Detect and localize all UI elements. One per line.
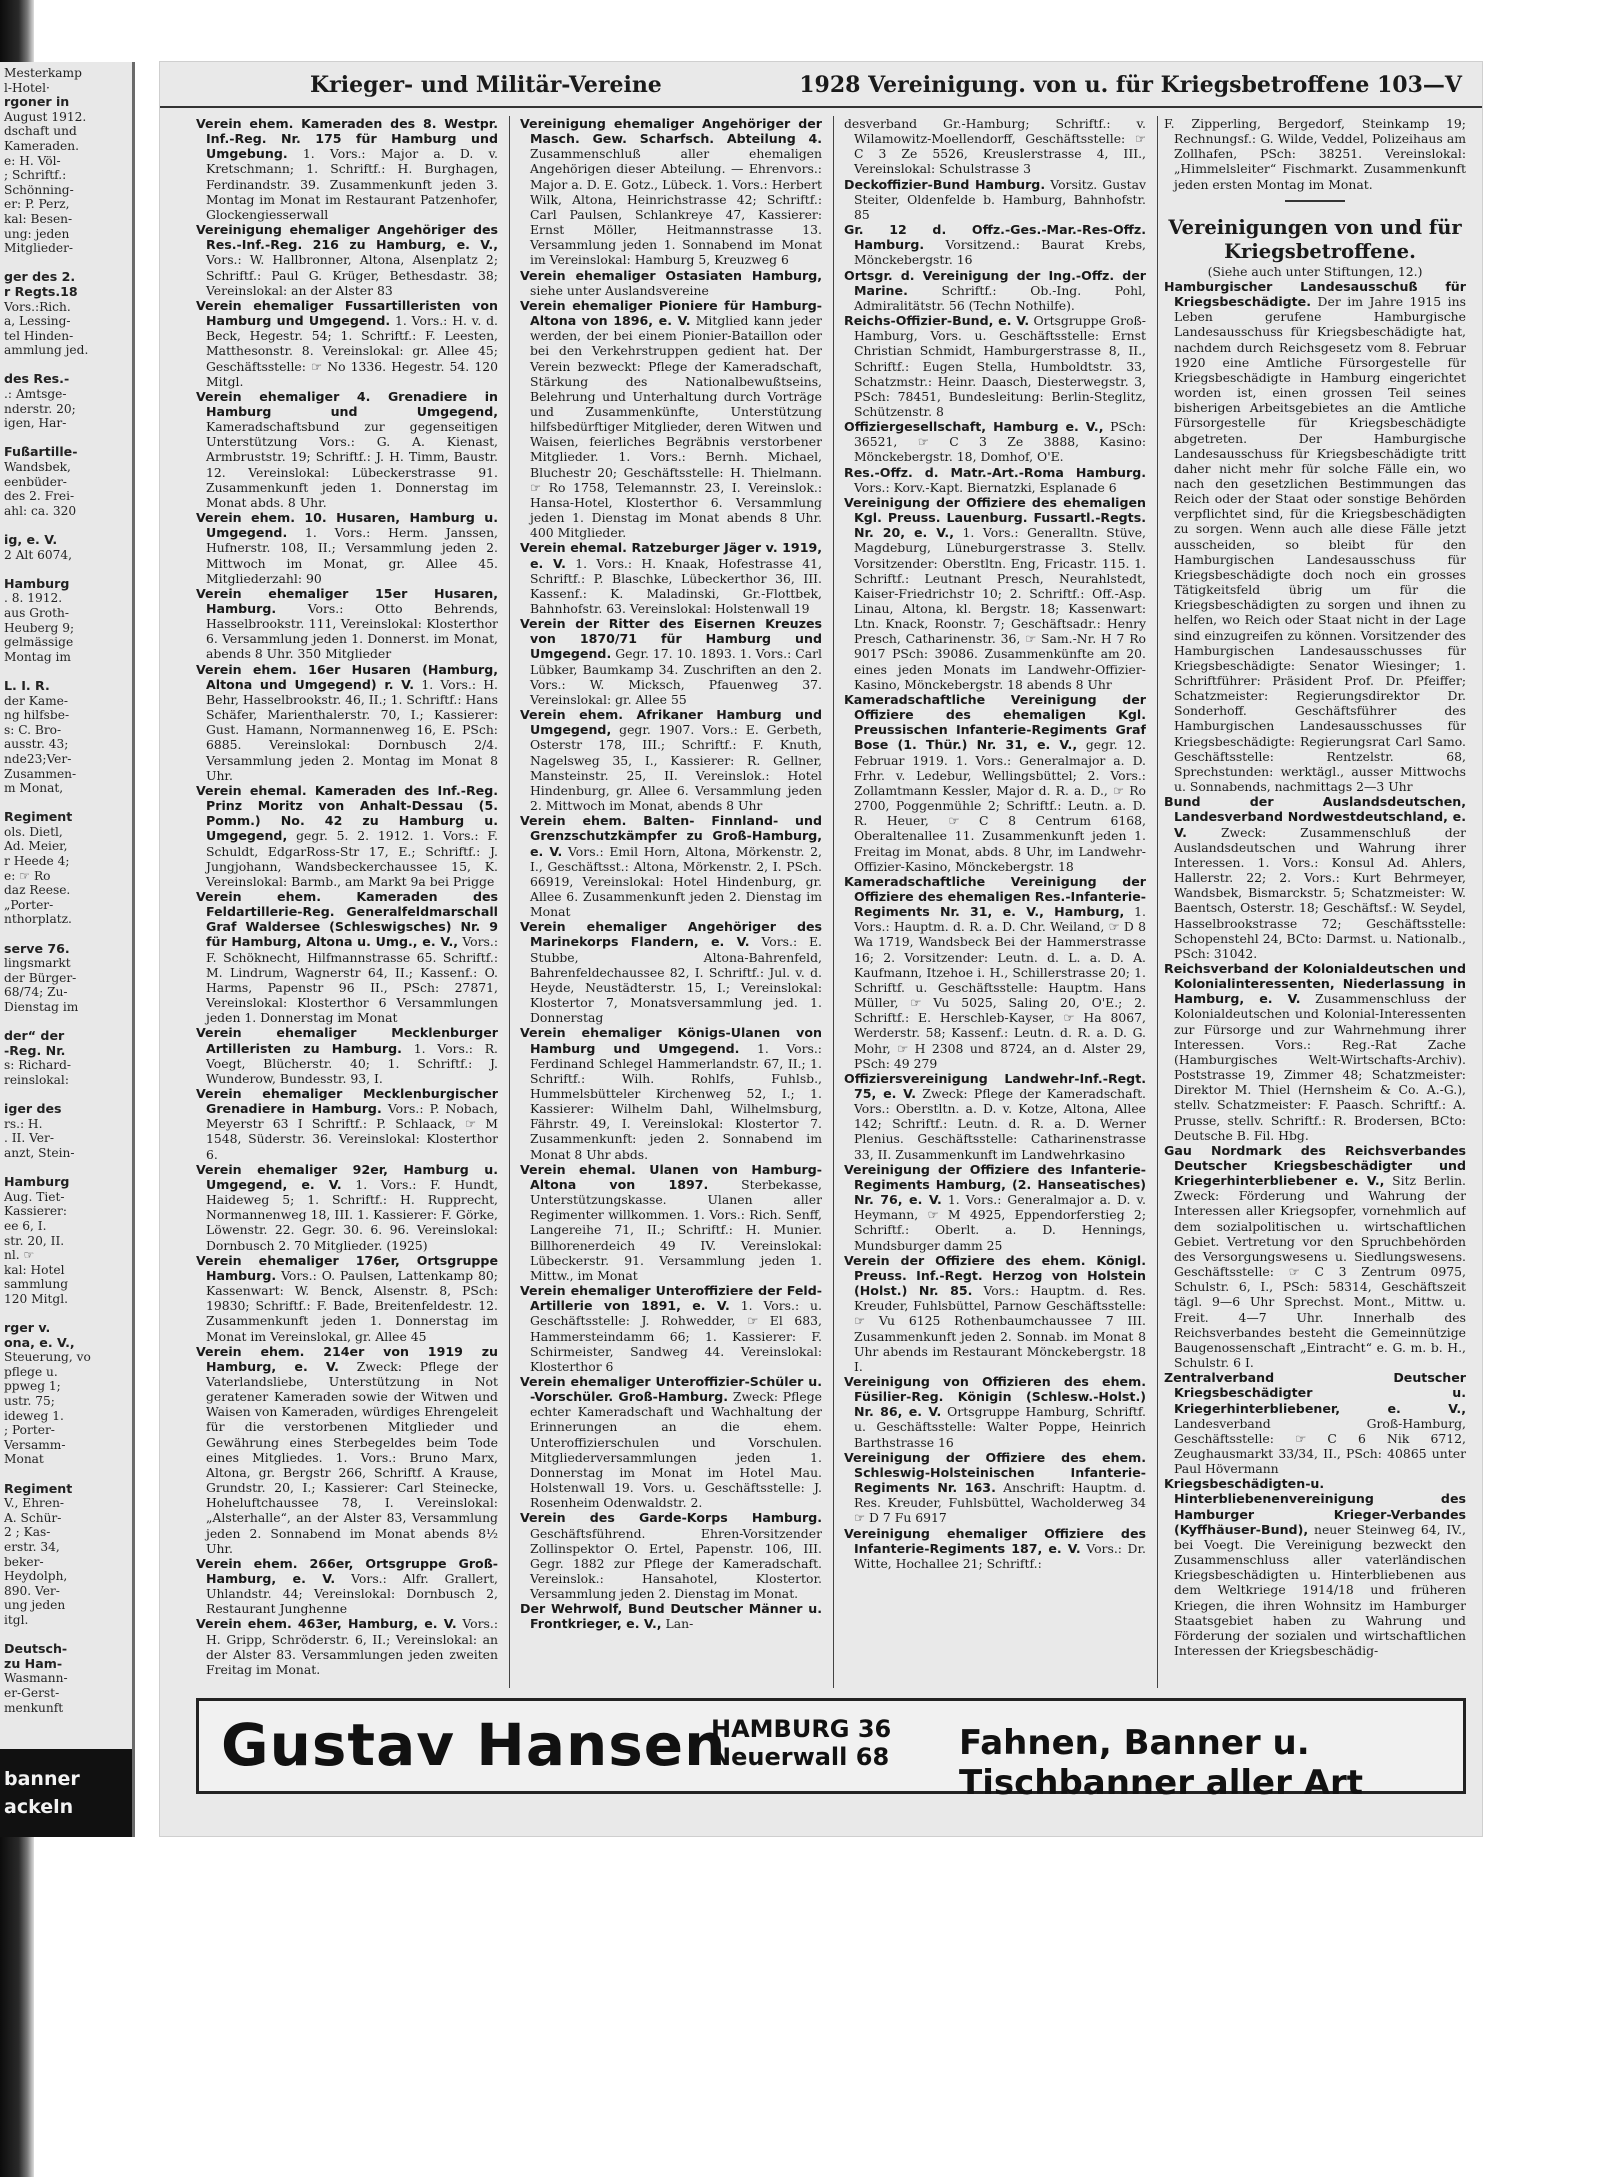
facing-page-line: itgl. (4, 1612, 29, 1627)
directory-entry (844, 1526, 1146, 1571)
entry-body: Geschäftsführend. Ehren-Vorsitzender Zollinspektor O. Ertel, Papenstr. 106, III. Gegr. 1882 zur Pflege der Kameradschaft. Vereinslok.: Hansahotel, Klostertor. Versammlung jeden 2. Dienstag im Monat. (530, 1525, 822, 1602)
section-divider (1285, 200, 1345, 202)
facing-page-line: V., Ehren- (4, 1496, 65, 1511)
entry-body: Vorsitzend.: Baurat Krebs, Mönckebergstr. 16 (854, 237, 1146, 268)
facing-page-line: gelmässige (4, 635, 74, 650)
facing-page-line: m Monat, (4, 781, 64, 796)
entry-title: Verein ehem. Balten- Finnland- und Grenzschutzkämpfer zu Groß-Hamburg, e. V. (520, 813, 822, 859)
entry-title: Verein ehem. Afrikaner Hamburg und Umgegend, (520, 707, 822, 738)
facing-page-line: 2 ; Kas- (4, 1525, 51, 1540)
directory-entry (1164, 116, 1466, 192)
entry-body: Kameradschaftsbund zur gegenseitigen Unterstützung Vors.: G. A. Kienast, Armbruststr. 19; Schriftf.: J. H. Timm, Baustr. 12. Vereinslokal: Lübeckerstrasse 91. Zusammenkunft jeden 1. Donnerstag im Monat abds. 8 Uhr. (206, 419, 498, 510)
facing-page-line: Heydolph, (4, 1569, 68, 1584)
section-note: (Siehe auch unter Stiftungen, 12.) (1207, 263, 1423, 279)
facing-page-line: Dienstag im (4, 1000, 79, 1014)
directory-entry (844, 116, 1146, 177)
directory-entry (196, 116, 498, 222)
entry-body: Vors.: W. Hallbronner, Altona, Alsenplatz 2; Schriftf.: Paul G. Krüger, Bethesdastr. 38; Vereinslokal: an der Alster 83 (206, 252, 498, 298)
directory-entry (196, 1086, 498, 1162)
advertiser-address (711, 1715, 891, 1771)
column-divider (509, 116, 510, 1688)
facing-page-fragment (0, 62, 135, 1837)
facing-page-line: 120 Mitgl. (4, 1291, 68, 1306)
facing-page-line: ausstr. 43; (4, 737, 69, 752)
directory-entry (1164, 1370, 1466, 1476)
running-head-left: Krieger- und Militär-Vereine (310, 72, 662, 98)
entry-body: Vors.: P. Nobach, Meyerstr 63 I Schriftf.: P. Schlaack, ☞ M 1548, Süderstr. 36. Vereinslokal: Klosterthor 6. (206, 1101, 498, 1162)
entry-title: Verein ehemaliger Unteroffiziere der Feld-Artillerie von 1891, e. V. (520, 1283, 822, 1314)
facing-page-line: der“ der (4, 1028, 65, 1044)
facing-page-line: ee 6, I. (4, 1218, 47, 1233)
facing-page-line (0, 1015, 132, 1030)
directory-entry (196, 1025, 498, 1086)
facing-page-line: Hamburg (4, 1174, 70, 1190)
facing-page-line: iger des (4, 1101, 62, 1117)
entry-body: 1. Vors.: u. Geschäftsstelle: J. Rohwedder, ☞ El 683, Hammersteindamm 66; 1. Kassierer: F. Schirmeister, Sandweg 44. Vereinslokal: Klosterthor 6 (530, 1298, 822, 1374)
facing-page-line: kal: Besen- (4, 211, 73, 226)
directory-entry (520, 707, 822, 813)
entry-body: neuer Steinweg 64, IV., bei Voegt. Die Vereinigung bezweckt den Zusammenschluss aller vaterländischen Kriegsbeschädigten u. Hinterbliebenen aus dem Weltkriege 1914/18 und früheren Kriegen, die ihren Wohnsitz im Hamburger Staatsgebiet haben zu Wahrung und Förderung der sozialen und wirtschaftlichen Interessen der Kriegsbeschädig- (1174, 1521, 1466, 1658)
facing-ad-line: ackeln (4, 1796, 74, 1818)
facing-page-line: . 8. 1912. (4, 591, 63, 606)
advertisement-slogan: Fahnen, Banner u. Tischbanner aller Art (959, 1723, 1364, 1803)
directory-entry (196, 1556, 498, 1617)
facing-page-line: Monat (4, 1452, 44, 1467)
entry-title: Verein ehem. Kameraden des Feldartillerie-Reg. Generalfeldmarschall Graf Waldersee (Schleswigsches) Nr. 9 für Hamburg, Altona u. Umg., e. V., (196, 888, 498, 950)
facing-page-line (0, 796, 132, 811)
facing-page-line (0, 1306, 132, 1321)
entry-title: Vereinigung der Offiziere des Infanterie-Regiments Hamburg, (2. Hanseatisches) Nr. 76, e. V. (844, 1161, 1146, 1208)
entry-body: 1. Vors.: H. v. d. Beck, Hegestr. 54; 1. Schriftf.: F. Leesten, Matthesonstr. 8. Vereinslokal: gr. Allee 45; Geschäftsstelle: ☞ No 1336. Hegestr. 54. 120 Mitgl. (206, 313, 498, 389)
entry-body: Sitz Berlin. Zweck: Förderung und Wahrung der Interessen aller Kriegsopfer, vornehmlich auf dem sozialpolitischen u. wirtschaftlichen Gebiet. Vertretung vor den Spruchbehörden des Versorgungswesens u. Siedlungswesens. Geschäftsstelle: ☞ C 3 Zentrum 0975, Schulstr. 6, I., PSch: 58314, Geschäftszeit tägl. 9—6 Uhr Sprechst. Mont., Mittw. u. Freit. 4—7 Uhr. Innerhalb des Reichsverbandes besteht die Gemeinnützige Baugenossenschaft „Eintracht“ e. G. m. b. H., Schulstr. 6 I. (1174, 1173, 1466, 1371)
entry-body: Vors.: O. Paulsen, Lattenkamp 80; Kassenwart: W. Benck, Alsenstr. 8, PSch: 19830; Schriftf.: F. Bade, Breitenfeldestr. 12. Zusammenkunft jeden 1. Donnerstag im Monat im Vereinslokal, gr. Allee 45 (206, 1267, 498, 1344)
directory-entry (520, 1283, 822, 1374)
directory-entry (844, 465, 1146, 495)
directory-entry (196, 510, 498, 586)
facing-page-line: des Res.- (4, 371, 70, 387)
facing-page-line: nderstr. 20; (4, 401, 76, 416)
facing-page-line: ona, e. V., (4, 1334, 75, 1350)
facing-page-line: r Regts.18 (4, 283, 78, 299)
entry-body: Vors.: Alfr. Grallert, Uhlandstr. 44; Vereinslokal: Dornbusch 2, Restaurant Junghenne (206, 1571, 498, 1617)
column-4-entries (1164, 279, 1466, 1658)
entry-body: Vors.: F. Schöknecht, Hilfmannstrasse 65. Schriftf.: M. Lindrum, Wagnerstr 64, II.; Kassenf.: O. Harms, Papenstr 96 II., PSch: 27871, Vereinslokal: Klosterthor 6 Versammlungen jeden 1. Donnerstag im Monat (206, 934, 498, 1026)
facing-page-line: r Heede 4; (4, 854, 70, 869)
entry-body: Vorsitz. Gustav Steiter, Oldenfelde b. Hamburg, Bahnhofstr. 85 (854, 176, 1146, 222)
entry-title: Verein ehemaliger 176er, Ortsgruppe Hamburg. (196, 1252, 498, 1283)
advertisement-banner (196, 1698, 1466, 1803)
entry-title: Verein ehem. Kameraden des 8. Westpr. Inf.-Reg. Nr. 175 für Hamburg und Umgebung. (196, 116, 498, 162)
facing-page-line: ung jeden (4, 1598, 66, 1613)
entry-title: Verein ehem. 266er, Ortsgruppe Groß-Hamburg, e. V. (196, 1555, 498, 1586)
directory-entry (844, 874, 1146, 1071)
facing-page-line: 890. Ver- (4, 1583, 60, 1598)
advertiser-city: HAMBURG 36 (711, 1715, 892, 1743)
facing-page-line: ; Porter- (4, 1423, 55, 1438)
facing-page-line: Versamm- (4, 1437, 66, 1452)
entry-title: Verein der Offiziere des ehem. Königl. Preuss. Inf.-Regt. Herzog von Holstein (Holst.) Nr. 85. (844, 1252, 1146, 1299)
entry-body: Zusammenschluss der Kolonialdeutschen und Kolonial-Interessenten zur Fürsorge und zur Wahrnehmung ihrer Interessen. Vors.: Reg.-Rat Zache (Hamburgisches Welt-Wirtschafts-Archiv). Poststrasse 19, Zimmer 48; Schatzmeister: Direktor M. Thiel (Hernsheim & Co. A.-G.), stellv. Schatzmeister: F. Paasch. Schriftf.: A. Prusse, stellv. Schriftf.: R. Brodersen, BCto: Deutsche B. Fil. Hbg. (1174, 991, 1466, 1143)
document-page (160, 62, 1482, 1836)
facing-page-line: Montag im (4, 649, 71, 664)
entry-body: gegr. 1907. Vors.: E. Gerbeth, Osterstr 178, III.; Schriftf.: F. Knuth, Nagelsweg 35, I., Kassierer: R. Gellner, Mansteinstr. 25, II. Vereinslok.: Hotel Hindenburg, gr. Allee 6. Versammlung jeden 2. Mittwoch im Monat, abends 8 Uhr (530, 722, 822, 814)
facing-page-line (0, 518, 132, 533)
entry-title: Verein ehemaliger Angehöriger des Marinekorps Flandern, e. V. (520, 919, 822, 950)
entry-title: Reichs-Offizier-Bund, e. V. (844, 313, 1030, 329)
facing-page-line: Kassierer: (4, 1204, 67, 1219)
facing-page-line: „Porter- (4, 897, 54, 912)
entry-body: Anschrift: Hauptm. d. Res. Kreuder, Fuhlsbüttel, Wacholderweg 34 ☞ D 7 Fu 6917 (854, 1480, 1146, 1526)
directory-entry (1164, 1476, 1466, 1658)
facing-page-line: ideweg 1. (4, 1408, 64, 1423)
facing-ad-line: banner (4, 1768, 80, 1790)
facing-page-line: Wasmann- (4, 1671, 68, 1686)
entry-body: gegr. 5. 2. 1912. 1. Vors.: F. Schuldt, EdgarRoss-Str 17, E.; Schriftf.: J. Jungjohann, Wandsbeckerchaussee 15, K. Vereinslokal: Barmb., am Markt 9a bei Prigge (206, 828, 498, 889)
directory-entry (196, 889, 498, 1025)
facing-page-line: ustr. 75; (4, 1394, 55, 1409)
directory-entry (844, 1162, 1146, 1253)
facing-page-line: Zusammen- (4, 766, 77, 781)
facing-page-line: e: ☞ Ro (4, 868, 51, 883)
facing-page-line: Mitglieder- (4, 241, 74, 256)
directory-entry (520, 919, 822, 1025)
facing-page-line: reinslokal: (4, 1072, 69, 1087)
facing-page-line: rs.: H. (4, 1116, 43, 1131)
entry-title: Gr. 12 d. Offz.-Ges.-Mar.-Res-Offz. Hamburg. (844, 222, 1146, 253)
facing-page-line: 2 Alt 6074, (4, 547, 72, 562)
facing-page-line: tel Hinden- (4, 328, 74, 343)
facing-page-line: A. Schür- (4, 1510, 62, 1525)
entry-title: Verein ehemal. Kameraden des Inf.-Reg. Prinz Moritz von Anhalt-Dessau (5. Pomm.) No. 42 zu Hamburg u. Umgegend, (196, 782, 498, 844)
entry-body: Zweck: Pflege der Kameradschaft. Vors.: Oberstltn. a. D. v. Kotze, Altona, Allee 142; Schriftf.: Leutn. d. R. a. D. Werner Plenius. Geschäftsstelle: Catharinenstrasse 33, II. Zusammenkunft im Landwehrkasino (854, 1086, 1146, 1162)
entry-title: Verein ehemal. Ulanen von Hamburg-Altona von 1897. (520, 1161, 822, 1192)
entry-body: Zweck: Zusammenschluß der Auslandsdeutschen und Wahrung ihrer Interessen. 1. Vors.: Konsul Ad. Ahlers, Hallerstr. 22; 2. Vors.: Kurt Behrmeyer, Wandsbek, Bismarckstr. 5; Schatzmeister: W. Baentsch, Osterstr. 18; Geschäftsf.: W. Seydel, Hasselbrookstrasse 72; Geschäftsstelle: Schopenstehl 24, BCto: Darmst. u. Nationalb., PSch: 31042. (1174, 824, 1466, 961)
entry-body: desverband Gr.-Hamburg; Schriftf.: v. Wilamowitz-Moellendorff, Geschäftsstelle: ☞ C 3 Ze 5526, Kreuslerstrasse 4, III., Vereinslokal: Schulstrasse 3 (844, 116, 1146, 177)
entry-title: Vereinigung ehemaliger Angehöriger der Masch. Gew. Scharfsch. Abteilung 4. (520, 116, 822, 147)
facing-page-line (0, 1161, 132, 1176)
facing-page-line: . II. Ver- (4, 1131, 54, 1146)
directory-entry (196, 1344, 498, 1556)
facing-page-line: 68/74; Zu- (4, 985, 68, 1000)
entry-title: Der Wehrwolf, Bund Deutscher Männer u. Frontkrieger, e. V., (520, 1601, 822, 1632)
facing-page-line: igen, Har- (4, 416, 67, 431)
facing-page-line: Regiment (4, 1480, 73, 1496)
entry-body: 1. Vors.: Herm. Janssen, Hufnerstr. 108, II.; Versammlung jeden 2. Mittwoch im Monat, gr. Allee 45. Mitgliederzahl: 90 (206, 525, 498, 586)
directory-entry (520, 116, 822, 268)
column-3 (844, 116, 1146, 1688)
entry-title: Gau Nordmark des Reichsverbandes Deutscher Kriegsbeschädigter und Kriegerhinterbliebener e. V., (1164, 1142, 1466, 1189)
entry-body: F. Zipperling, Bergedorf, Steinkamp 19; Rechnungsf.: G. Wilde, Veddel, Polizeihaus am Zollhafen, PSch: 38251. Vereinslokal: „Himmelsleiter“ Fischmarkt. Zusammenkunft jeden ersten Montag im Monat. (1164, 116, 1466, 192)
entry-body: Vors.: E. Stubbe, Altona-Bahrenfeld, Bahrenfeldechaussee 82, I. Schriftf.: Jul. v. d. Heyde, Neustädterstr. 15, I.; Vereinslokal: Klostertor 7, Monatsversammlung jed. 1. Donnerstag (530, 934, 822, 1026)
facing-page-line: ng hilfsbe- (4, 708, 70, 723)
entry-title: Kriegsbeschädigten-u. Hinterbliebenenvereinigung des Hamburger Krieger-Verbandes (Kyffhäuser-Bund), (1164, 1476, 1466, 1537)
facing-page-line: -Reg. Nr. (4, 1042, 66, 1058)
entry-title: Verein ehem. 214er von 1919 zu Hamburg, e. V. (196, 1343, 498, 1374)
entry-title: Ortsgr. d. Vereinigung der Ing.-Offz. der Marine. (844, 267, 1146, 298)
directory-entry (844, 692, 1146, 874)
directory-entry (844, 1450, 1146, 1526)
entry-body: Ortsgruppe Hamburg, Schriftf. u. Geschäftsstelle: Walter Poppe, Heinrich Barthstrasse 16 (854, 1404, 1146, 1450)
column-4-continuation (1164, 116, 1466, 192)
entry-title: Res.-Offz. d. Matr.-Art.-Roma Hamburg. (844, 464, 1146, 480)
entry-body: Sterbekasse, Unterstützungskasse. Ulanen aller Regimenter willkommen. 1. Vors.: Rich. Senff, Langereihe 71, II.; Schriftf.: H. Munier. Billhorenerdeich 49 IV. Vereinslokal: Lübeckerstr. 91. Versammlung jeden 1. Mittw., im Monat (530, 1176, 822, 1283)
entry-body: 1. Vors.: Major a. D. v. Kretschmann; 1. Schriftf.: H. Burghagen, Ferdinandstr. 39. Zusammenkunft jeden 3. Montag im Monat im Restaurant Patzenhofer, Glockengiesserwall (206, 146, 498, 222)
entry-title: Deckoffizier-Bund Hamburg. (844, 176, 1046, 192)
facing-page-line: ahl: ca. 320 (4, 503, 77, 518)
facing-page-line: erstr. 34, (4, 1539, 60, 1554)
entry-title: Vereinigung von Offizieren des ehem. Füsilier-Reg. Königin (Schlesw.-Holst.) Nr. 86, e. V. (844, 1373, 1146, 1420)
facing-page-text (0, 62, 132, 1715)
facing-page-line: Wandsbek, (4, 460, 71, 475)
facing-page-line: a, Lessing- (4, 314, 71, 329)
facing-page-line: zu Ham- (4, 1655, 63, 1671)
facing-page-line: ; Schriftf.: (4, 168, 67, 183)
directory-entry (1164, 1143, 1466, 1370)
directory-entry (1164, 961, 1466, 1143)
directory-entry (196, 586, 498, 662)
entry-title: Vereinigung ehemaliger Offiziere des Infanterie-Regiments 187, e. V. (844, 1525, 1146, 1556)
directory-entry (844, 268, 1146, 313)
entry-body: 1. Vors.: H. Knaak, Hofestrasse 41, Schriftf.: P. Blaschke, Lübeckerthor 36, III. Kassenf.: K. Maladinski, Gr.-Flottbek, Bahnhofstr. 63. Vereinslokal: Holstenwall 19 (530, 555, 822, 616)
entry-body: Ortsgruppe Groß-Hamburg, Vors. u. Geschäftsstelle: Ernst Christian Schmidt, Hamburgerstrasse 8, II., Schriftf.: Eugen Stella, Humboldtstr. 33, Schatzmstr.: Heinr. Daasch, Diesterwegstr. 3, PSch: 78451, Bundesleitung: Berlin-Steglitz, Schützenstr. 8 (854, 313, 1146, 419)
entry-body: Schriftf.: Ob.-Ing. Pohl, Admiralitätstr. 56 (Techn Nothilfe). (854, 282, 1146, 313)
entry-body: Vors.: Korv.-Kapt. Biernatzki, Esplanade 6 (854, 479, 1117, 495)
entry-title: Offiziersvereinigung Landwehr-Inf.-Regt. 75, e. V. (844, 1070, 1146, 1101)
section-heading: Vereinigungen von und für Kriegsbetroffene. (1168, 215, 1462, 263)
facing-page-line: ig, e. V. (4, 532, 58, 547)
entry-title: Verein ehemaliger Mecklenburger Artilleristen zu Hamburg. (196, 1025, 498, 1056)
entry-title: Zentralverband Deutscher Kriegsbeschädigter u. Kriegerhinterbliebener, e. V., (1164, 1370, 1466, 1416)
advertiser-name: Gustav Hansen (221, 1711, 727, 1779)
entry-title: Verein ehemaliger Pioniere für Hamburg-Altona von 1896, e. V. (520, 297, 822, 329)
facing-page-line (0, 562, 132, 577)
facing-page-line: nl. ☞ (4, 1248, 35, 1263)
directory-entry (196, 389, 498, 510)
facing-page-line: L. I. R. (4, 677, 50, 693)
entry-title: Verein ehemal. Ratzeburger Jäger v. 1919, e. V. (520, 540, 822, 571)
facing-page-line: er-Gerst- (4, 1685, 60, 1700)
entry-title: Verein ehemaliger Königs-Ulanen von Hamburg und Umgegend. (520, 1025, 822, 1056)
directory-entry (844, 1253, 1146, 1374)
entry-body: Vors.: Dr. Witte, Hochallee 21; Schriftf.: (854, 1540, 1146, 1571)
facing-page-line: Steuerung, vo (4, 1350, 91, 1365)
directory-entry (196, 1616, 498, 1677)
text-columns (196, 116, 1466, 1688)
entry-title: Verein ehemaliger Ostasiaten Hamburg, (520, 267, 822, 283)
entry-title: Hamburgischer Landesausschuß für Kriegsbeschädigte. (1164, 278, 1466, 310)
facing-page-line: anzt, Stein- (4, 1145, 75, 1160)
entry-body: 1. Vors.: Hauptm. d. R. a. D. Chr. Weiland, ☞ D 8 Wa 1719, Wandsbeck Bei der Hammerstrasse 16; 2. Vorsitzender: Leutn. d. L. a. D. A. Kaufmann, Itzehoe i. H., Schillerstrasse 20; 1. Schriftf. u. Geschäftsstelle: Hauptm. Hans Müller, ☞ Vu 5025, Saling 20, O'E.; 2. Schriftf.: E. Herschleb-Kayser, ☞ Ha 8067, Werderstr. 58; Kassenf.: Leutn. d. R. a. D. G. Mohr, ☞ H 2308 und 8724, an d. Alster 29, PSch: 49 279 (854, 904, 1146, 1071)
entry-title: Verein ehem. 16er Husaren (Hamburg, Altona und Umgegend) r. V. (196, 661, 498, 692)
entry-body: Landesverband Groß-Hamburg, Geschäftsstelle: ☞ C 6 Nik 6712, Zeughausmarkt 33/34, II., PSch: 40865 unter Paul Hövermann (1174, 1415, 1466, 1477)
column-divider (833, 116, 834, 1688)
facing-page-line (0, 1467, 132, 1482)
facing-page-line: Kameraden. (4, 138, 79, 153)
facing-page-line: ppweg 1; (4, 1379, 61, 1394)
entry-body: siehe unter Auslandsvereine (530, 282, 709, 298)
facing-page-line: ammlung jed. (4, 343, 89, 358)
facing-page-line: daz Reese. (4, 883, 71, 898)
entry-body: Vors.: Otto Behrends, Hasselbrookstr. 111, Vereinslokal: Klosterthor 6. Versammlung jeden 1. Donnerst. im Monat, abends 8 Uhr. 350 Mitglieder (206, 601, 498, 662)
directory-entry (844, 419, 1146, 464)
facing-page-line: nthorplatz. (4, 912, 72, 927)
entry-title: Vereinigung der Offiziere des ehemaligen Kgl. Preuss. Lauenburg. Fussartl.-Regts. Nr. 20, e. V., (844, 494, 1146, 541)
facing-page-line: er: P. Perz, (4, 197, 70, 212)
facing-page-line (0, 927, 132, 942)
facing-page-line (0, 358, 132, 373)
directory-entry (520, 1162, 822, 1283)
facing-page-line: Heuberg 9; (4, 620, 75, 635)
directory-entry (844, 495, 1146, 692)
directory-entry (844, 313, 1146, 419)
entry-title: Verein ehemaliger Unteroffizier-Schüler u. -Vorschüler. Groß-Hamburg. (520, 1373, 822, 1405)
facing-page-line (0, 664, 132, 679)
facing-page-line: Mesterkamp (4, 66, 82, 80)
entry-body: 1. Vors.: F. Hundt, Haideweg 5; 1. Schriftf.: H. Rupprecht, Normannenweg 18, III. 1. Kassierer: F. Görke, Löwenstr. 22. Gegr. 30. 6. 96. Vereinslokal: Dornbusch 2. 70 Mitglieder. (1925) (206, 1176, 498, 1253)
directory-entry (1164, 794, 1466, 961)
entry-body: 1. Vors.: Generalltn. Stüve, Magdeburg, Lüneburgerstrasse 3. Stellv. Vorsitzender: Oberstltn. Eng, Fricastr. 115. 1. Schriftf.: Leutnant Presch, Neurahlstedt, Kaiser-Friedrichstr 10; 2. Schriftf.: Off.-Asp. Linau, Altona, kl. Bergstr. 18; Kassenwart: Ltn. Knack, Roonstr. 7; Geschäftsadr.: Henry Presch, Catharinenstr. 36, ☞ Sam.-Nr. H 7 Ro 9017 PSch: 39086. Zusammenkünfte am 20. eines jeden Monats im Landwehr-Offizier-Kasino, Mönckebergstr. 18 abends 8 Uhr (854, 525, 1146, 692)
facing-page-line: eenbüder- (4, 474, 67, 489)
entry-body: Vors.: H. Gripp, Schröderstr. 6, II.; Vereinslokal: an der Alster 83. Versammlungen jeden zweiten Freitag im Monat. (206, 1616, 498, 1677)
facing-page-line: Schönning- (4, 182, 74, 197)
directory-entry (520, 298, 822, 541)
directory-entry (844, 222, 1146, 267)
directory-entry (196, 783, 498, 889)
facing-page-line: Regiment (4, 809, 73, 825)
entry-title: Vereinigung ehemaliger Angehöriger des Res.-Inf.-Reg. 216 zu Hamburg, e. V., (196, 222, 498, 253)
directory-entry (196, 1253, 498, 1344)
entry-title: Verein ehemaliger 15er Husaren, Hamburg. (196, 585, 498, 616)
entry-body: Zusammenschluß aller ehemaligen Angehörigen dieser Abteilung. — Ehrenvors.: Major a. D. E. Gotz., Lübeck. 1. Vors.: Herbert Wilk, Altona, Heinrichstrasse 42; Schriftf.: Carl Paulsen, Schlankreye 47, Kassierer: Ernst Möller, Heitmannstrasse 13. Versammlung jeden 1. Sonnabend im Monat im Vereinslokal: Hamburg 5, Kreuzweg 6 (530, 146, 822, 268)
advertiser-street: Neuerwall 68 (711, 1743, 890, 1771)
column-divider (1157, 116, 1158, 1688)
entry-title: Verein der Ritter des Eisernen Kreuzes von 1870/71 für Hamburg und Umgegend. (520, 616, 822, 662)
entry-body: Der im Jahre 1915 ins Leben gerufene Hamburgische Landesausschuss für Kriegsbeschädigte hat, nachdem durch Reichsgesetz vom 8. Februar 1920 eine Amtliche Fürsorgestelle für Kriegsbeschädigte in Hamburg eingerichtet worden ist, einen grossen Teil seines bisherigen Arbeitsgebietes an die Amtliche Fürsorgestelle für Kriegsbeschädigte abgetreten. Der Hamburgische Landesausschuss für Kriegsbeschädigte tritt daher nicht mehr für solche Fälle ein, wo nach den gesetzlichen Bestimmungen das Reich oder der Staat oder sonstige Behörden verpflichtet sind, für die Kriegsbeschädigten zu sorgen. Wenn auch alle diese Fälle jetzt ausscheiden, so bleibt für den Hamburgischen Landesausschuss für Kriegsbeschädigte doch noch ein grosses Tätigkeitsfeld übrig um für die Kriegsbeschädigten zu sorgen und ihnen zu helfen, wo Reich oder Staat nicht in der Lage sind einzugreifen zu können. Vorsitzender des Hamburgischen Landesausschusses für Kriegsbeschädigte: Senator Wiesinger; 1. Schriftführer: Präsident Prof. Dr. Pfeiffer; Schatzmeister: Regierungsdirektor Dr. Sonderhoff. Geschäftsführer des Hamburgischen Landesausschusses für Kriegsbeschädigte: Regierungsrat Carl Samo. Geschäftsstelle: Rentzelstr. 68, Sprechstunden: werktägl., ausser Mittwochs u. Sonnabends, nachmittags 2—3 Uhr (1174, 294, 1466, 795)
entry-title: Verein ehemaliger 92er, Hamburg u. Umgegend, e. V. (196, 1161, 498, 1192)
entry-body: 1. Vors.: Ferdinand Schlegel Hammerlandstr. 67, II.; 1. Schriftf.: Wilh. Rohlfs, Fuhlsb., Hummelsbütteler Kirchenweg 52, I.; 1. Kassierer: Wilhelm Dahl, Wilhelmsburg, Fährstr. 49, I. Vereinslokal: Klostertor 7. Zusammenkunft: jeden 2. Sonnabend im Monat 8 Uhr abds. (530, 1040, 822, 1162)
facing-page-line: menkunft (4, 1700, 64, 1715)
facing-page-line: serve 76. (4, 940, 70, 956)
running-head-right: 1928 Vereinigung. von u. für Kriegsbetroffene 103—V (799, 72, 1462, 98)
facing-page-line: ger des 2. (4, 269, 76, 285)
directory-entry (196, 222, 498, 298)
directory-entry (520, 813, 822, 919)
entry-body: Zweck: Pflege der Vaterlandsliebe, Unterstützung in Not geratener Kameraden sowie der Witwen und Waisen von Kameraden, würdiges Ehrengeleit für die verstorbenen Mitglieder und Gewährung eines Sterbegeldes beim Tode eines Mitgliedes. 1. Vors.: Bruno Marx, Altona, gr. Bergstr 266, Schriftf. A Krause, Grundstr. 20, I.; Kassierer: Carl Steinecke, Hoheluftchaussee 78, I. Vereinslokal: „Alsterhalle“, an der Alster 83, Versammlung jeden 2. Sonnabend im Monat abends 8½ Uhr. (206, 1358, 498, 1556)
directory-entry (196, 1162, 498, 1253)
directory-entry (520, 1025, 822, 1161)
facing-page-line: aus Groth- (4, 605, 70, 620)
entry-title: Verein ehem. 463er, Hamburg, e. V. (196, 1616, 457, 1632)
directory-entry (844, 1071, 1146, 1162)
column-2 (520, 116, 822, 1688)
entry-title: Verein des Garde-Korps Hamburg. (520, 1510, 822, 1526)
facing-page-line: Hamburg (4, 575, 70, 591)
facing-page-line: ols. Dietl, (4, 824, 63, 839)
facing-page-line: sammlung (4, 1277, 69, 1292)
facing-page-line: s: Richard- (4, 1058, 71, 1073)
directory-entry (520, 616, 822, 707)
entry-body: 1. Vors.: R. Voegt, Blücherstr. 40; 1. Schriftf.: J. Wunderow, Bundesstr. 93, I. (206, 1040, 498, 1086)
facing-page-line: Ad. Meier, (4, 839, 68, 854)
entry-body: PSch: 36521, ☞ C 3 Ze 3888, Kasino: Mönckebergstr. 18, Domhof, O'E. (854, 419, 1146, 465)
column-4 (1164, 116, 1466, 1688)
facing-page-line: rger v. (4, 1320, 51, 1336)
entry-title: Kameradschaftliche Vereinigung der Offiziere des ehemaligen Kgl. Preussischen Infanterie-Regiments Graf Bose (1. Thür.) Nr. 31, e. V., (844, 691, 1146, 753)
facing-page-line: dschaft und (4, 124, 77, 139)
directory-entry (844, 177, 1146, 222)
directory-entry (196, 298, 498, 389)
facing-page-line: kal: Hotel (4, 1262, 65, 1277)
entry-title: Verein ehemaliger 4. Grenadiere in Hamburg und Umgegend, (196, 388, 498, 419)
directory-entry (196, 662, 498, 783)
facing-page-line: lingsmarkt (4, 956, 71, 971)
facing-page-line: der Kame- (4, 693, 68, 708)
facing-page-line: .: Amtsge- (4, 387, 67, 402)
facing-page-line: pflege u. (4, 1364, 58, 1379)
facing-page-advertisement (0, 1749, 132, 1837)
directory-entry (844, 1374, 1146, 1450)
facing-page-line: l-Hotel· (4, 80, 50, 95)
entry-body: Gegr. 17. 10. 1893. 1. Vors.: Carl Lübker, Baumkamp 34. Zuschriften an den 2. Vors.: W. Micksch, Pfauenweg 37. Vereinslokal: gr. Allee 55 (530, 646, 822, 707)
entry-title: Bund der Auslandsdeutschen, Landesverband Nordwestdeutschland, e. V. (1164, 794, 1466, 840)
facing-page-line: beker- (4, 1554, 44, 1569)
entry-body: 1. Vors.: H. Behr, Hasselbrookstr. 46, II.; 1. Schriftf.: Hans Schäfer, Marienthalerstr. 70, I.; Kassierer: Gust. Hamann, Normannenweg 16, E. PSch: 6885. Vereinslokal: Dornbusch 2/4. Versammlung jeden 2. Montag im Monat 8 Uhr. (206, 676, 498, 783)
column-1 (196, 116, 498, 1688)
facing-page-line: str. 20, II. (4, 1233, 65, 1248)
facing-page-line: ung: jeden (4, 226, 70, 241)
directory-entry (520, 1510, 822, 1601)
directory-entry (1164, 279, 1466, 794)
entry-title: Reichsverband der Kolonialdeutschen und Kolonialinteressenten, Niederlassung in Hamburg, e. V. (1164, 960, 1466, 1007)
facing-page-line (0, 1088, 132, 1103)
directory-entry (520, 1374, 822, 1510)
facing-page-line: e: H. Völ- (4, 153, 61, 168)
entry-body: Mitglied kann jeder werden, der bei einem Pionier-Bataillon oder bei den Verkehrstruppen gedient hat. Der Verein bezweckt: Pflege der Kameradschaft, Stärkung des Nationalbewußtseins, Belehrung und Unterhaltung durch Vorträge und Zusammenkünfte, Unterstützung hilfsbedürftiger Mitglieder, deren Witwen und Waisen, feierliches Begräbnis verstorbener Mitglieder. 1. Vors.: Bernh. Michael, Bluchestr 20; Geschäftsstelle: H. Thielmann. ☞ Ro 1758, Telemannstr. 23, I. Vereinslok.: Hansa-Hotel, Klosterthor 6. Versammlung jeden 1. Dienstag im Monat abends 8 Uhr. 400 Mitglieder. (530, 313, 822, 541)
facing-page-line: Fußartille- (4, 444, 78, 460)
entry-title: Kameradschaftliche Vereinigung der Offiziere des ehemaligen Res.-Infanterie-Regiments Nr. 31, e. V., Hamburg, (844, 873, 1146, 920)
entry-body: 1. Vors.: Generalmajor a. D. v. Heymann, ☞ M 4925, Eppendorferstieg 2; Schriftf.: Oberlt. a. D. Hennings, Mundsburger damm 25 (854, 1192, 1146, 1253)
entry-body: gegr. 12. Februar 1919. 1. Vors.: Generalmajor a. D. Frhr. v. Ledebur, Wellingsbüttel; 2. Vors.: Zollamtmann Kessler, Major d. R. a. D., ☞ Ro 2700, Poggenmühle 2; Schriftf.: Leutn. a. D. R. Heuer, ☞ C 8 Centrum 6168, Oberaltenallee 11. Zusammenkunft jeden 1. Freitag im Monat, abds. 8 Uhr, im Landwehr-Offizier-Kasino, Mönckebergstr. 18 (854, 737, 1146, 874)
facing-page-line (0, 1628, 132, 1643)
entry-body: Lan- (665, 1616, 694, 1632)
facing-page-line (0, 431, 132, 446)
facing-page-line (0, 256, 132, 271)
facing-page-line: Vors.:Rich. (4, 299, 71, 314)
facing-page-line: des 2. Frei- (4, 489, 75, 504)
entry-body: Zweck: Pflege echter Kameradschaft und Wachhaltung der Erinnerungen an die ehem. Unteroffizierschulen und Vorschulen. Mitgliederversammlungen jeden 1. Donnerstag im Monat im Hotel Mau. Holstenwall 19. Vors. u. Geschäftsstelle: J. Rosenheim Odenwaldstr. 2. (530, 1389, 822, 1511)
facing-page-line: s: C. Bro- (4, 722, 62, 737)
entry-title: Vereinigung der Offiziere des ehem. Schleswig-Holsteinischen Infanterie-Regiments Nr. 163. (844, 1449, 1146, 1496)
facing-page-line: Deutsch- (4, 1641, 68, 1657)
entry-body: Vors.: Hauptm. d. Res. Kreuder, Fuhlsbüttel, Parnow Geschäftsstelle: ☞ Vu 6125 Rothenbaumchaussee 7 III. Zusammenkunft jeden 2. Sonnab. im Monat 8 Uhr abends im Restaurant Mönckebergstr. 18 I. (854, 1283, 1146, 1374)
entry-title: Verein ehemaliger Fussartilleristen von Hamburg und Umgegend. (196, 297, 498, 329)
directory-entry (520, 1601, 822, 1631)
entry-title: Verein ehemaliger Mecklenburgischer Grenadiere in Hamburg. (196, 1086, 498, 1117)
facing-page-line: August 1912. (4, 109, 87, 124)
entry-title: Offiziergesellschaft, Hamburg e. V., (844, 419, 1104, 435)
facing-page-line: Aug. Tiet- (4, 1189, 65, 1204)
facing-page-line: rgoner in (4, 94, 70, 110)
directory-entry (520, 540, 822, 616)
entry-body: Vors.: Emil Horn, Altona, Mörkenstr. 2, I., Geschäftsst.: Altona, Mörkenstr. 2, I. PSch. 66919, Vereinslokal: Hotel Hindenburg, gr. Allee 6. Zusammenkunft jeden 2. Dienstag im Monat (530, 843, 822, 920)
directory-entry (520, 268, 822, 298)
page-header (160, 62, 1482, 108)
facing-page-line: nde23;Ver- (4, 751, 72, 766)
entry-title: Verein ehem. 10. Husaren, Hamburg u. Umgegend. (196, 510, 498, 541)
facing-page-line: der Bürger- (4, 970, 77, 985)
